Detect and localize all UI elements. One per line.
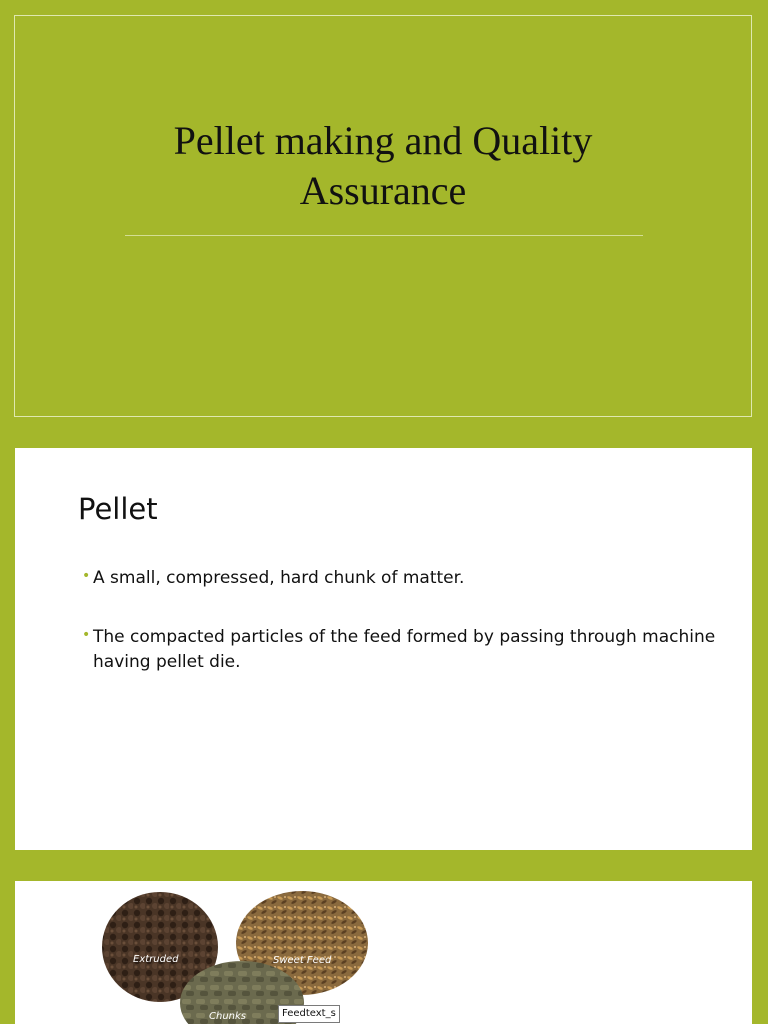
slide-title-line-2: Assurance xyxy=(299,168,467,213)
feed-types-image xyxy=(97,885,387,1024)
bullet-icon: • xyxy=(82,568,91,584)
slide-title-line-1: Pellet making and Quality xyxy=(173,118,593,163)
bullet-text: The compacted particles of the feed formed by passing through machine having pellet die. xyxy=(93,627,716,672)
bullet-list xyxy=(79,566,719,709)
chunks-label: Chunks xyxy=(209,1011,246,1022)
slide-heading: Pellet xyxy=(78,492,158,526)
bullet-item xyxy=(79,625,719,675)
image-tooltip: Feedtext_s xyxy=(278,1005,340,1023)
bullet-text: A small, compressed, hard chunk of matter. xyxy=(93,568,465,588)
bullet-item xyxy=(79,566,719,591)
content-slide xyxy=(15,448,752,850)
sweet-feed-label: Sweet Feed xyxy=(273,955,332,966)
bullet-icon: • xyxy=(82,627,91,643)
slide-title xyxy=(15,116,751,216)
title-divider xyxy=(125,235,643,236)
title-slide xyxy=(14,15,752,417)
extruded-label: Extruded xyxy=(133,954,179,965)
image-slide xyxy=(15,881,752,1024)
